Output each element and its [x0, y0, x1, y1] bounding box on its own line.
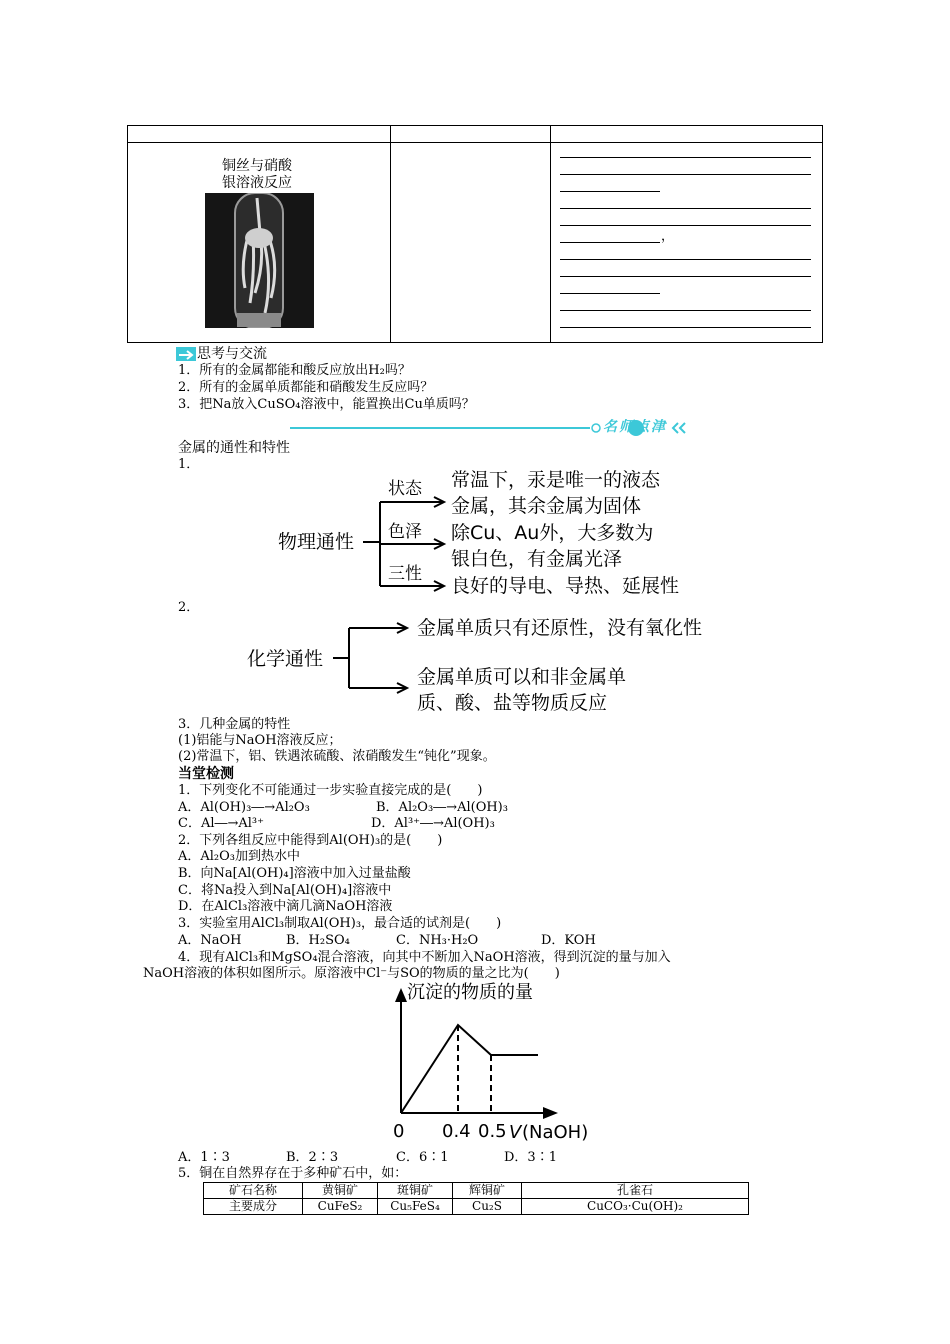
test-tube-photo	[205, 193, 314, 328]
check-q3c: C．NH₃·H₂O	[396, 933, 479, 948]
table-cell: 主要成分	[204, 1199, 303, 1215]
check-q2a: A．Al₂O₃加到热水中	[178, 849, 301, 864]
check-q4c: C．6∶1	[396, 1150, 449, 1165]
check-q1: 1．下列变化不可能通过一步实验直接完成的是( )	[178, 783, 483, 798]
general-n1: 1．	[178, 457, 200, 472]
general-n2: 2．	[178, 600, 200, 615]
physical-branch-state: 状态	[388, 479, 422, 499]
graph-xlabel-v: V	[509, 1122, 522, 1143]
check-q2d: D．在AlCl₃溶液中滴几滴NaOH溶液	[178, 899, 393, 914]
physical-branch-color: 色泽	[388, 522, 422, 542]
check-q2c: C．将Na投入到Na[Al(OH)₄]溶液中	[178, 883, 392, 898]
check-q4d: D．3∶1	[504, 1150, 557, 1165]
think-header: 思考与交流	[197, 346, 267, 362]
graph-xlabel: (NaOH)	[522, 1122, 589, 1143]
table-cell: Cu₂S	[453, 1199, 522, 1215]
table-cell: 孔雀石	[522, 1183, 749, 1199]
think-q2: 2．所有的金属单质都能和硝酸发生反应吗？	[178, 380, 434, 395]
table-cell: 辉铜矿	[453, 1183, 522, 1199]
answer-comma: ，	[661, 229, 675, 244]
physical-branch-three: 三性	[388, 564, 422, 584]
ore-table	[203, 1182, 749, 1215]
precipitate-graph	[390, 980, 600, 1150]
physical-root: 物理通性	[278, 531, 355, 553]
physical-result-5: 良好的导电、导热、延展性	[451, 575, 680, 597]
check-q4-line1: 4．现有AlCl₃和MgSO₄混合溶液，向其中不断加入NaOH溶液，得到沉淀的量与加入	[178, 950, 671, 965]
check-q3d: D．KOH	[541, 933, 596, 948]
table-cell: 斑铜矿	[378, 1183, 453, 1199]
check-q3: 3．实验室用AlCl₃制取Al(OH)₃，最合适的试剂是( )	[178, 916, 502, 931]
check-q4a: A．1∶3	[178, 1150, 230, 1165]
check-q2b: B．向Na[Al(OH)₄]溶液中加入过量盐酸	[178, 866, 411, 881]
chemical-result-1: 金属单质只有还原性，没有氧化性	[417, 617, 703, 639]
graph-tick-2: 0.5	[478, 1121, 507, 1142]
check-q3a: A．NaOH	[178, 933, 242, 948]
table-cell: Cu₅FeS₄	[378, 1199, 453, 1215]
graph-tick-1: 0.4	[442, 1121, 471, 1142]
check-q1d: D．Al³⁺―→Al(OH)₃	[371, 816, 495, 831]
table-row	[204, 1183, 749, 1199]
table-row	[204, 1199, 749, 1215]
table-cell: CuCO₃·Cu(OH)₂	[522, 1199, 749, 1215]
check-title: 当堂检测	[178, 766, 234, 782]
check-q1b: B．Al₂O₃―→Al(OH)₃	[376, 800, 508, 815]
graph-origin: 0	[393, 1121, 405, 1142]
chemical-result-3: 质、酸、盐等物质反应	[417, 692, 608, 714]
graph-ylabel: 沉淀的物质的量	[407, 982, 533, 1003]
check-q2: 2．下列各组反应中能得到Al(OH)₃的是( )	[178, 833, 443, 848]
general-n3: 3．几种金属的特性	[178, 717, 291, 732]
check-q1c: C．Al―→Al³⁺	[178, 816, 265, 831]
table-cell: 矿石名称	[204, 1183, 303, 1199]
physical-diagram	[270, 465, 720, 605]
check-q3b: B．H₂SO₄	[286, 933, 350, 948]
banner-text: 名师点津	[603, 419, 667, 435]
special-2: (2)常温下，铝、铁遇浓硫酸、浓硝酸发生“钝化”现象。	[178, 749, 496, 764]
special-1: (1)铝能与NaOH溶液反应；	[178, 733, 342, 748]
image-caption-1: 铜丝与硝酸	[222, 158, 292, 174]
table-cell: CuFeS₂	[303, 1199, 378, 1215]
general-title: 金属的通性和特性	[178, 440, 290, 456]
physical-result-1: 常温下，汞是唯一的液态	[451, 469, 661, 491]
check-q5: 5．铜在自然界存在于多种矿石中，如：	[178, 1166, 408, 1181]
check-q4b: B．2∶3	[286, 1150, 339, 1165]
think-q1: 1．所有的金属都能和酸反应放出H₂吗？	[178, 363, 411, 378]
physical-result-3: 除Cu、Au外，大多数为	[451, 522, 654, 544]
image-caption-2: 银溶液反应	[222, 175, 292, 191]
check-q4-line2: NaOH溶液的体积如图所示。原溶液中Cl⁻与SO的物质的量之比为( )	[143, 966, 560, 981]
chemical-diagram	[245, 610, 745, 715]
chemical-root: 化学通性	[247, 648, 324, 670]
table-cell: 黄铜矿	[303, 1183, 378, 1199]
arrow-icon	[176, 347, 196, 361]
check-q1a: A．Al(OH)₃―→Al₂O₃	[178, 800, 310, 815]
think-q3: 3．把Na放入CuSO₄溶液中，能置换出Cu单质吗？	[178, 397, 475, 412]
physical-result-4: 银白色，有金属光泽	[451, 548, 623, 570]
chemical-result-2: 金属单质可以和非金属单	[417, 666, 627, 688]
banner-rule	[290, 427, 590, 429]
physical-result-2: 金属，其余金属为固体	[451, 495, 642, 517]
